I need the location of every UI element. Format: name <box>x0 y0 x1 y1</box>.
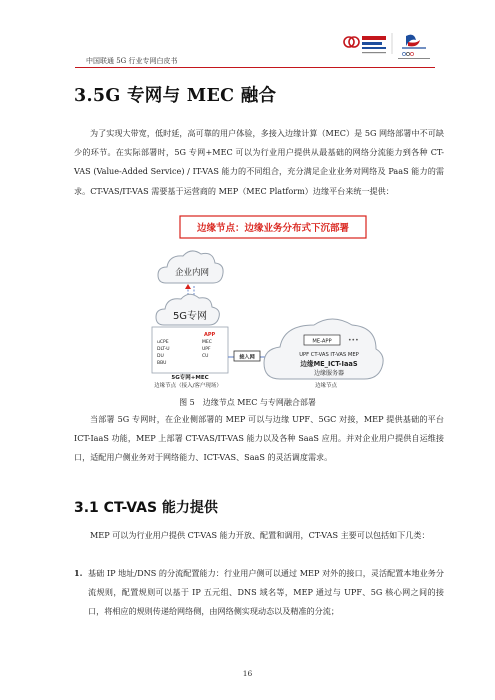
me-app-dots: ••• <box>348 337 359 344</box>
function-cu: CU <box>202 354 209 359</box>
function-mec: MEC <box>202 340 212 345</box>
running-header: 中国联通 5G 行业专网白皮书 <box>86 57 178 65</box>
private-5g-cloud <box>156 294 219 325</box>
function-upf: UPF <box>202 347 211 352</box>
app-label: APP <box>204 332 216 338</box>
access-interface-label: 接入网 <box>239 354 255 361</box>
enterprise-network-cloud <box>158 251 223 283</box>
mep-subtitle: 边缘服务器 <box>313 370 345 377</box>
mep-title: 边缘ME_ICT-IaaS <box>300 360 358 368</box>
list-item-number: 1. <box>74 568 83 578</box>
paragraph-intro: 为了实现大带宽，低时延，高可靠的用户体验，多接入边缘计算（MEC）是 5G 网络部署中不可缺少的环节。在实际部署时，5G 专网+MEC 可以为行业用户提供从最基础的网络分流能力到各种 CT-VAS (Value-Added Service) / IT-VAS 能力的不同组合，充分满足企业业务对网络及 PaaS 能力的需求。CT-VAS/IT-VAS 需要基于运营商的 MEP（MEC Platform）边缘平台来统一提供： <box>74 128 444 196</box>
page-number: 16 <box>242 669 253 678</box>
function-dlt-u: DLT-U <box>157 347 170 352</box>
subsection-title: 3.1 CT-VAS 能力提供 <box>74 500 218 516</box>
mep-function-line: UPF CT-VAS IT-VAS MEP <box>299 352 359 358</box>
china-unicom-logo <box>340 30 435 62</box>
header-rule <box>75 67 435 68</box>
left-box-label: 5G专网+MEC <box>171 375 209 381</box>
function-bbu: BBU <box>157 361 167 366</box>
enterprise-network-label: 企业内网 <box>174 268 210 278</box>
private-5g-label: 5G专网 <box>172 311 208 322</box>
unicom-knot-icon <box>344 37 359 47</box>
olympic-emblem-icon <box>402 35 426 56</box>
section-title: 3.5G 专网与 MEC 融合 <box>74 86 277 106</box>
function-du: DU <box>157 354 164 359</box>
paragraph-deployment: 当部署 5G 专网时，在企业侧部署的 MEP 可以与边缘 UPF、5GC 对接，MEP 提供基础的平台 ICT-IaaS 功能，MEP 上部署 CT-VAS/IT-VAS 能力以及各种 SaaS 应用。并对企业用户提供自运维接口，适配用户侧业务对于网络能力、ICT-VAS、SaaS 的灵活调度需求。 <box>74 414 444 463</box>
mec-deployment-figure <box>130 215 390 391</box>
me-app-label: ME-APP <box>312 338 332 345</box>
figure-banner-text: 边缘节点：边缘业务分布式下沉部署 <box>196 223 350 234</box>
right-node-label: 边缘节点 <box>314 383 338 389</box>
paragraph-ctvas-intro: MEP 可以为行业用户提供 CT-VAS 能力开放、配置和调用，CT-VAS 主要可以包括如下几类： <box>90 530 430 540</box>
figure-caption: 图 5 边缘节点 MEC 与专网融合部署 <box>179 398 316 407</box>
list-item <box>74 564 444 622</box>
left-node-label: 边缘节点（接入/客户现场） <box>154 383 222 389</box>
edge-mep-cloud <box>264 319 383 379</box>
list-item-text: 基础 IP 地址/DNS 的分流配置能力：行业用户侧可以通过 MEP 对外的接口，灵活配置本地业务分流规则，配置规则可以基于 IP 五元组、DNS 域名等，MEP 通过与 UPF、5G 核心网之间的接口，将相应的规则传递给网络侧，由网络侧实现动态以及精准的分流； <box>88 568 444 617</box>
function-ucpe: uCPE <box>157 340 169 345</box>
